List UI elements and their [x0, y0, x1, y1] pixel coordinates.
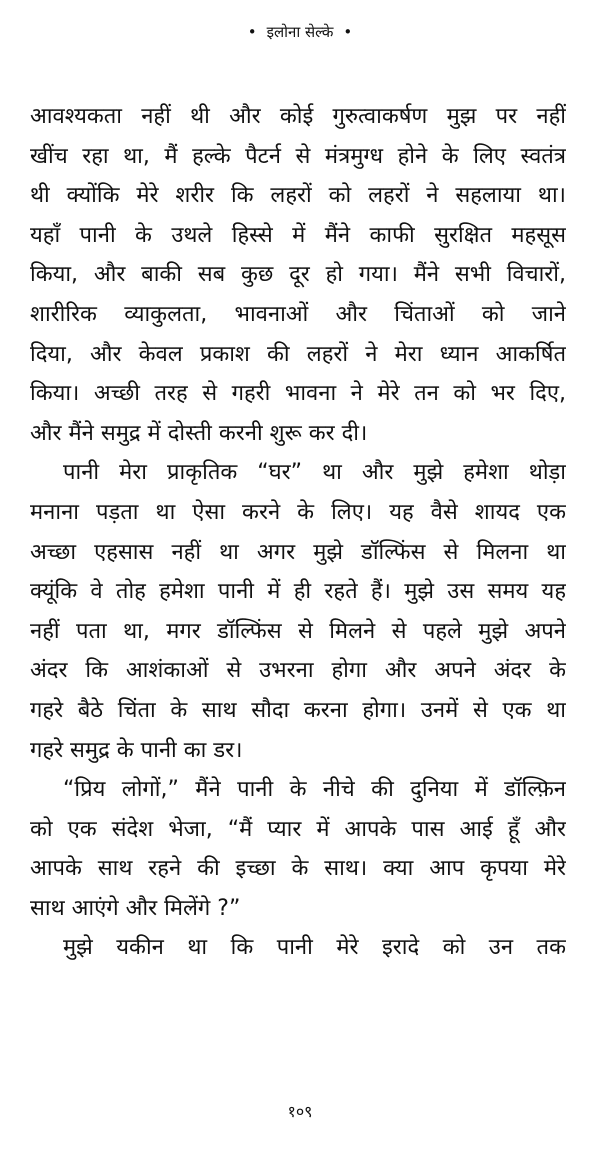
text-line: खींच रहा था, मैं हल्के पैटर्न से मंत्रमुग्ध होने के लिए स्वतंत्र — [30, 143, 566, 169]
paragraph — [30, 453, 566, 770]
header-bullet-right: • — [343, 23, 353, 41]
text-line: आवश्यकता नहीं थी और कोई गुरुत्वाकर्षण मुझ पर नहीं — [30, 104, 566, 129]
text-line: मनाना पड़ता था ऐसा करने के लिए। यह वैसे शायद एक — [30, 499, 566, 525]
text-line: साथ आएंगे और मिलेंगे ?” — [30, 895, 241, 921]
header-author-title: इलोना सेल्के — [266, 23, 334, 41]
text-line: पानी मेरा प्राकृतिक “घर” था और मुझे हमेशा थोड़ा — [63, 460, 566, 486]
text-line: थी क्योंकि मेरे शरीर कि लहरों को लहरों ने सहलाया था। — [30, 183, 566, 209]
running-header — [0, 20, 600, 44]
text-line: गहरे बैठे चिंता के साथ सौदा करना होगा। उनमें से एक था — [30, 697, 566, 723]
text-line: शारीरिक व्याकुलता, भावनाओं और चिंताओं को जाने — [30, 301, 566, 327]
text-line: और मैंने समुद्र में दोस्ती करनी शुरू कर दी। — [30, 420, 368, 446]
paragraph — [30, 928, 566, 968]
text-line: “प्रिय लोगों,” मैंने पानी के नीचे की दुनिया में डॉल्फ़िन — [63, 777, 566, 803]
text-line: नहीं पता था, मगर डॉल्फिंस से मिलने से पहले मुझे अपने — [30, 618, 566, 644]
text-line: क्यूंकि वे तोह हमेशा पानी में ही रहते हैं। मुझे उस समय यह — [30, 579, 566, 605]
text-line: किया। अच्छी तरह से गहरी भावना ने मेरे तन को भर दिए, — [30, 381, 566, 407]
text-line: किया, और बाकी सब कुछ दूर हो गया। मैंने सभी विचारों, — [30, 262, 566, 288]
body-text — [30, 97, 566, 968]
paragraph — [30, 770, 566, 928]
text-line: दिया, और केवल प्रकाश की लहरों ने मेरा ध्यान आकर्षित — [30, 341, 566, 367]
header-bullet-left: • — [247, 23, 257, 41]
text-line: अच्छा एहसास नहीं था अगर मुझे डॉल्फिंस से मिलना था — [30, 539, 566, 565]
page-number: १०९ — [287, 1102, 313, 1121]
text-line: को एक संदेश भेजा, “मैं प्यार में आपके पास आई हूँ और — [30, 816, 566, 842]
paragraph — [30, 97, 566, 453]
text-line: मुझे यकीन था कि पानी मेरे इरादे को उन तक — [63, 935, 566, 961]
text-line: गहरे समुद्र के पानी का डर। — [30, 737, 243, 763]
text-line: आपके साथ रहने की इच्छा के साथ। क्या आप कृपया मेरे — [30, 856, 566, 882]
text-line: अंदर कि आशंकाओं से उभरना होगा और अपने अंदर के — [30, 658, 566, 684]
text-line: यहाँ पानी के उथले हिस्से में मैंने काफी सुरक्षित महसूस — [30, 222, 566, 248]
